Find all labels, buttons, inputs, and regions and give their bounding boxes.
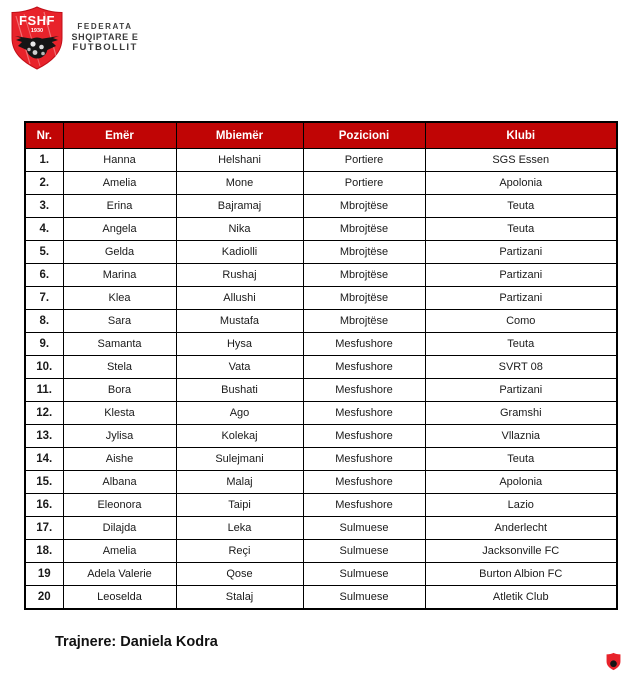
table-row <box>25 379 617 402</box>
cell-position: Mbrojtëse <box>303 241 425 264</box>
cell-number: 15. <box>25 471 63 494</box>
cell-position: Mesfushore <box>303 402 425 425</box>
cell-first-name: Gelda <box>63 241 176 264</box>
cell-position: Mesfushore <box>303 425 425 448</box>
cell-position: Portiere <box>303 172 425 195</box>
table-row <box>25 494 617 517</box>
cell-position: Mesfushore <box>303 333 425 356</box>
cell-first-name: Aishe <box>63 448 176 471</box>
column-header-nr: Nr. <box>25 122 63 149</box>
cell-last-name: Reçi <box>176 540 303 563</box>
table-row <box>25 586 617 610</box>
cell-first-name: Sara <box>63 310 176 333</box>
cell-first-name: Albana <box>63 471 176 494</box>
table-row <box>25 356 617 379</box>
cell-position: Sulmuese <box>303 540 425 563</box>
cell-last-name: Qose <box>176 563 303 586</box>
federation-name-line2: SHQIPTARE E <box>71 32 139 43</box>
table-row <box>25 425 617 448</box>
table-row <box>25 172 617 195</box>
cell-position: Mbrojtëse <box>303 264 425 287</box>
cell-last-name: Ago <box>176 402 303 425</box>
cell-number: 4. <box>25 218 63 241</box>
table-row <box>25 310 617 333</box>
cell-number: 19 <box>25 563 63 586</box>
cell-club: SVRT 08 <box>425 356 617 379</box>
cell-number: 14. <box>25 448 63 471</box>
cell-first-name: Klea <box>63 287 176 310</box>
table-row <box>25 287 617 310</box>
cell-club: Anderlecht <box>425 517 617 540</box>
cell-first-name: Eleonora <box>63 494 176 517</box>
cell-club: Partizani <box>425 379 617 402</box>
cell-position: Mbrojtëse <box>303 195 425 218</box>
cell-club: Teuta <box>425 448 617 471</box>
cell-first-name: Klesta <box>63 402 176 425</box>
cell-club: Vllaznia <box>425 425 617 448</box>
cell-position: Mesfushore <box>303 448 425 471</box>
cell-club: Partizani <box>425 264 617 287</box>
cell-club: SGS Essen <box>425 149 617 172</box>
fshf-crest-icon <box>10 6 64 70</box>
svg-text:1930: 1930 <box>30 28 44 34</box>
cell-last-name: Nika <box>176 218 303 241</box>
cell-last-name: Bajramaj <box>176 195 303 218</box>
table-header-row <box>25 122 617 149</box>
cell-club: Lazio <box>425 494 617 517</box>
cell-last-name: Kadiolli <box>176 241 303 264</box>
cell-club: Teuta <box>425 218 617 241</box>
cell-first-name: Angela <box>63 218 176 241</box>
column-header-mbiemer: Mbiemër <box>176 122 303 149</box>
cell-number: 8. <box>25 310 63 333</box>
cell-position: Mbrojtëse <box>303 218 425 241</box>
cell-last-name: Mustafa <box>176 310 303 333</box>
table-row <box>25 264 617 287</box>
cell-position: Mesfushore <box>303 471 425 494</box>
cell-position: Sulmuese <box>303 563 425 586</box>
cell-first-name: Leoselda <box>63 586 176 610</box>
cell-last-name: Rushaj <box>176 264 303 287</box>
cell-last-name: Sulejmani <box>176 448 303 471</box>
cell-last-name: Vata <box>176 356 303 379</box>
cell-club: Jacksonville FC <box>425 540 617 563</box>
cell-last-name: Helshani <box>176 149 303 172</box>
cell-last-name: Hysa <box>176 333 303 356</box>
cell-club: Teuta <box>425 195 617 218</box>
cell-club: Apolonia <box>425 172 617 195</box>
cell-number: 1. <box>25 149 63 172</box>
cell-first-name: Samanta <box>63 333 176 356</box>
cell-number: 2. <box>25 172 63 195</box>
cell-number: 9. <box>25 333 63 356</box>
cell-position: Portiere <box>303 149 425 172</box>
cell-position: Mesfushore <box>303 494 425 517</box>
cell-position: Sulmuese <box>303 586 425 610</box>
cell-first-name: Amelia <box>63 540 176 563</box>
cell-position: Sulmuese <box>303 517 425 540</box>
cell-first-name: Erina <box>63 195 176 218</box>
table-row <box>25 195 617 218</box>
cell-position: Mbrojtëse <box>303 310 425 333</box>
roster-table <box>24 121 618 610</box>
table-row <box>25 540 617 563</box>
cell-number: 16. <box>25 494 63 517</box>
cell-club: Gramshi <box>425 402 617 425</box>
table-row <box>25 448 617 471</box>
cell-first-name: Dilajda <box>63 517 176 540</box>
cell-last-name: Kolekaj <box>176 425 303 448</box>
cell-first-name: Adela Valerie <box>63 563 176 586</box>
cell-number: 17. <box>25 517 63 540</box>
fshf-logo <box>10 6 64 70</box>
cell-number: 13. <box>25 425 63 448</box>
cell-position: Mesfushore <box>303 356 425 379</box>
federation-name-line1: FEDERATA <box>77 22 133 31</box>
table-row <box>25 333 617 356</box>
federation-name-line3: FUTBOLLIT <box>72 41 138 53</box>
cell-club: Como <box>425 310 617 333</box>
cell-position: Mbrojtëse <box>303 287 425 310</box>
table-row <box>25 563 617 586</box>
cell-first-name: Stela <box>63 356 176 379</box>
cell-first-name: Bora <box>63 379 176 402</box>
table-row <box>25 402 617 425</box>
cell-last-name: Bushati <box>176 379 303 402</box>
cell-number: 6. <box>25 264 63 287</box>
cell-number: 10. <box>25 356 63 379</box>
cell-number: 18. <box>25 540 63 563</box>
cell-first-name: Jylisa <box>63 425 176 448</box>
cell-last-name: Mone <box>176 172 303 195</box>
column-header-emer: Emër <box>63 122 176 149</box>
cell-club: Partizani <box>425 241 617 264</box>
cell-club: Teuta <box>425 333 617 356</box>
cell-last-name: Leka <box>176 517 303 540</box>
cell-first-name: Hanna <box>63 149 176 172</box>
table-row <box>25 218 617 241</box>
cell-number: 7. <box>25 287 63 310</box>
cell-last-name: Taipi <box>176 494 303 517</box>
column-header-klubi: Klubi <box>425 122 617 149</box>
table-row <box>25 149 617 172</box>
cell-number: 3. <box>25 195 63 218</box>
table-row <box>25 241 617 264</box>
coach-label: Trajnere: Daniela Kodra <box>55 634 218 650</box>
cell-club: Apolonia <box>425 471 617 494</box>
cell-last-name: Malaj <box>176 471 303 494</box>
svg-text:FSHF: FSHF <box>19 13 55 28</box>
cell-number: 20 <box>25 586 63 610</box>
cell-position: Mesfushore <box>303 379 425 402</box>
cell-first-name: Marina <box>63 264 176 287</box>
cell-club: Partizani <box>425 287 617 310</box>
cell-number: 12. <box>25 402 63 425</box>
table-row <box>25 471 617 494</box>
cell-number: 5. <box>25 241 63 264</box>
column-header-pozicioni: Pozicioni <box>303 122 425 149</box>
federation-name <box>62 22 148 53</box>
cell-number: 11. <box>25 379 63 402</box>
roster-body <box>25 149 617 610</box>
cell-club: Atletik Club <box>425 586 617 610</box>
table-row <box>25 517 617 540</box>
corner-crest-icon <box>606 652 621 671</box>
cell-last-name: Allushi <box>176 287 303 310</box>
cell-first-name: Amelia <box>63 172 176 195</box>
cell-club: Burton Albion FC <box>425 563 617 586</box>
cell-last-name: Stalaj <box>176 586 303 610</box>
